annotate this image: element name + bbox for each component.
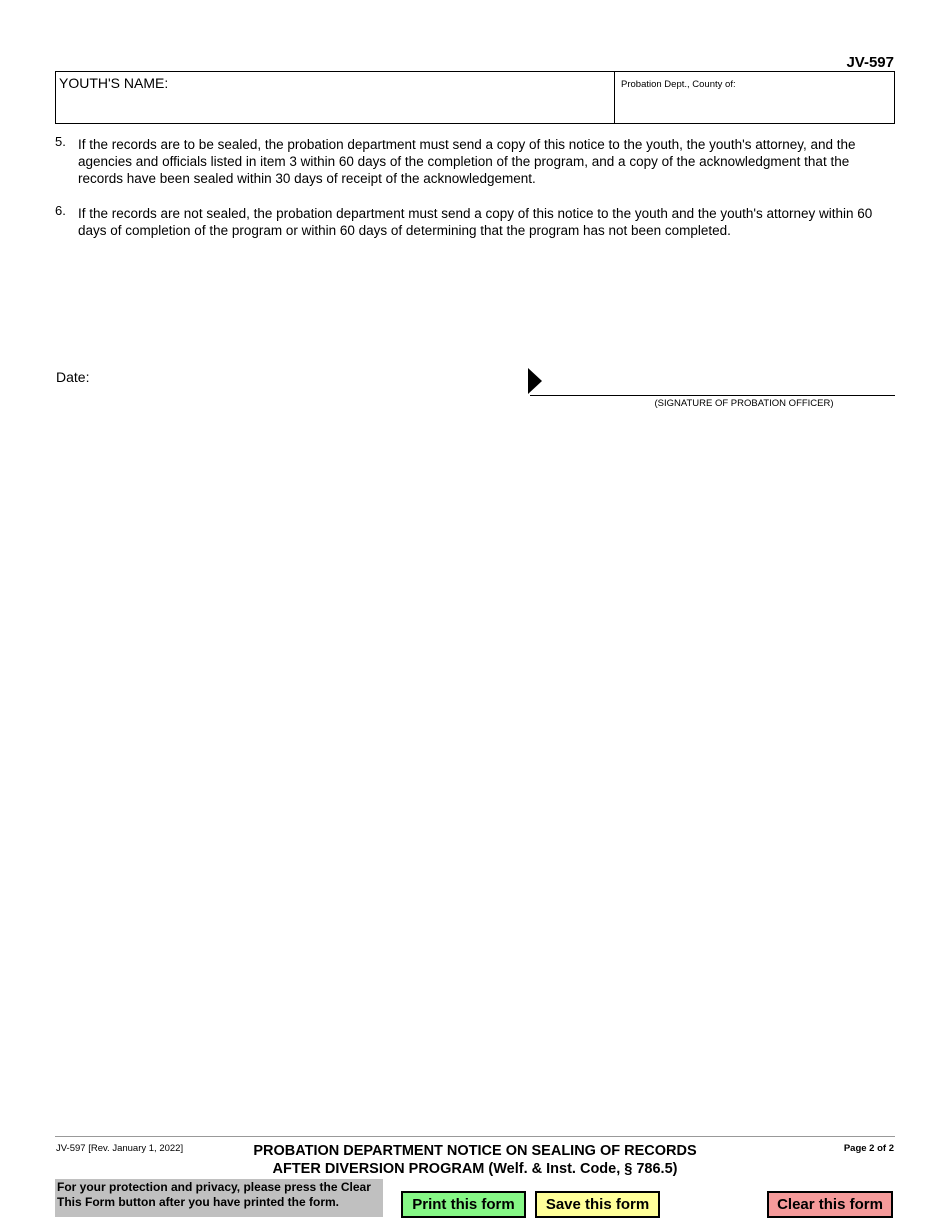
date-label: Date: [56,369,90,385]
clear-button[interactable]: Clear this form [767,1191,893,1218]
item-text: If the records are not sealed, the probation department must send a copy of this notice to the youth and the youth's attorney within 60 days of completion of the program or within 60 days of determining that the program has not been completed. [78,206,873,238]
probation-dept-field[interactable] [615,72,894,123]
probation-dept-label: Probation Dept., County of: [621,79,736,90]
print-button[interactable]: Print this form [401,1191,526,1218]
caption-box [55,71,895,124]
form-revision: JV-597 [Rev. January 1, 2022] [56,1143,184,1154]
privacy-note: For your protection and privacy, please press the Clear This Form button after you have printed the form. [55,1179,383,1217]
footer-divider [55,1136,895,1137]
page-number: Page 2 of 2 [843,1143,894,1154]
item-5 [55,136,893,187]
youth-name-label: YOUTH'S NAME: [59,75,169,91]
item-number: 6. [55,203,66,218]
item-6 [55,205,893,239]
signature-caption: (SIGNATURE OF PROBATION OFFICER) [654,398,834,409]
signature-line[interactable] [530,395,895,396]
form-id: JV-597 [846,54,894,71]
item-number: 5. [55,134,66,149]
footer-title-line2: AFTER DIVERSION PROGRAM (Welf. & Inst. Code, § 786.5) [272,1161,678,1177]
footer-title [190,1142,760,1178]
save-button[interactable]: Save this form [535,1191,660,1218]
footer-title-line1: PROBATION DEPARTMENT NOTICE ON SEALING OF RECORDS [253,1143,697,1159]
signature-arrow-icon [528,368,542,394]
item-text: If the records are to be sealed, the probation department must send a copy of this notice to the youth, the youth's attorney, and the agencies and officials listed in item 3 within 60 days of the completion of the program, and a copy of the acknowledgment that the records have been sealed within 30 days of receipt of the acknowledgement. [78,137,856,186]
youth-name-field[interactable] [56,72,615,123]
